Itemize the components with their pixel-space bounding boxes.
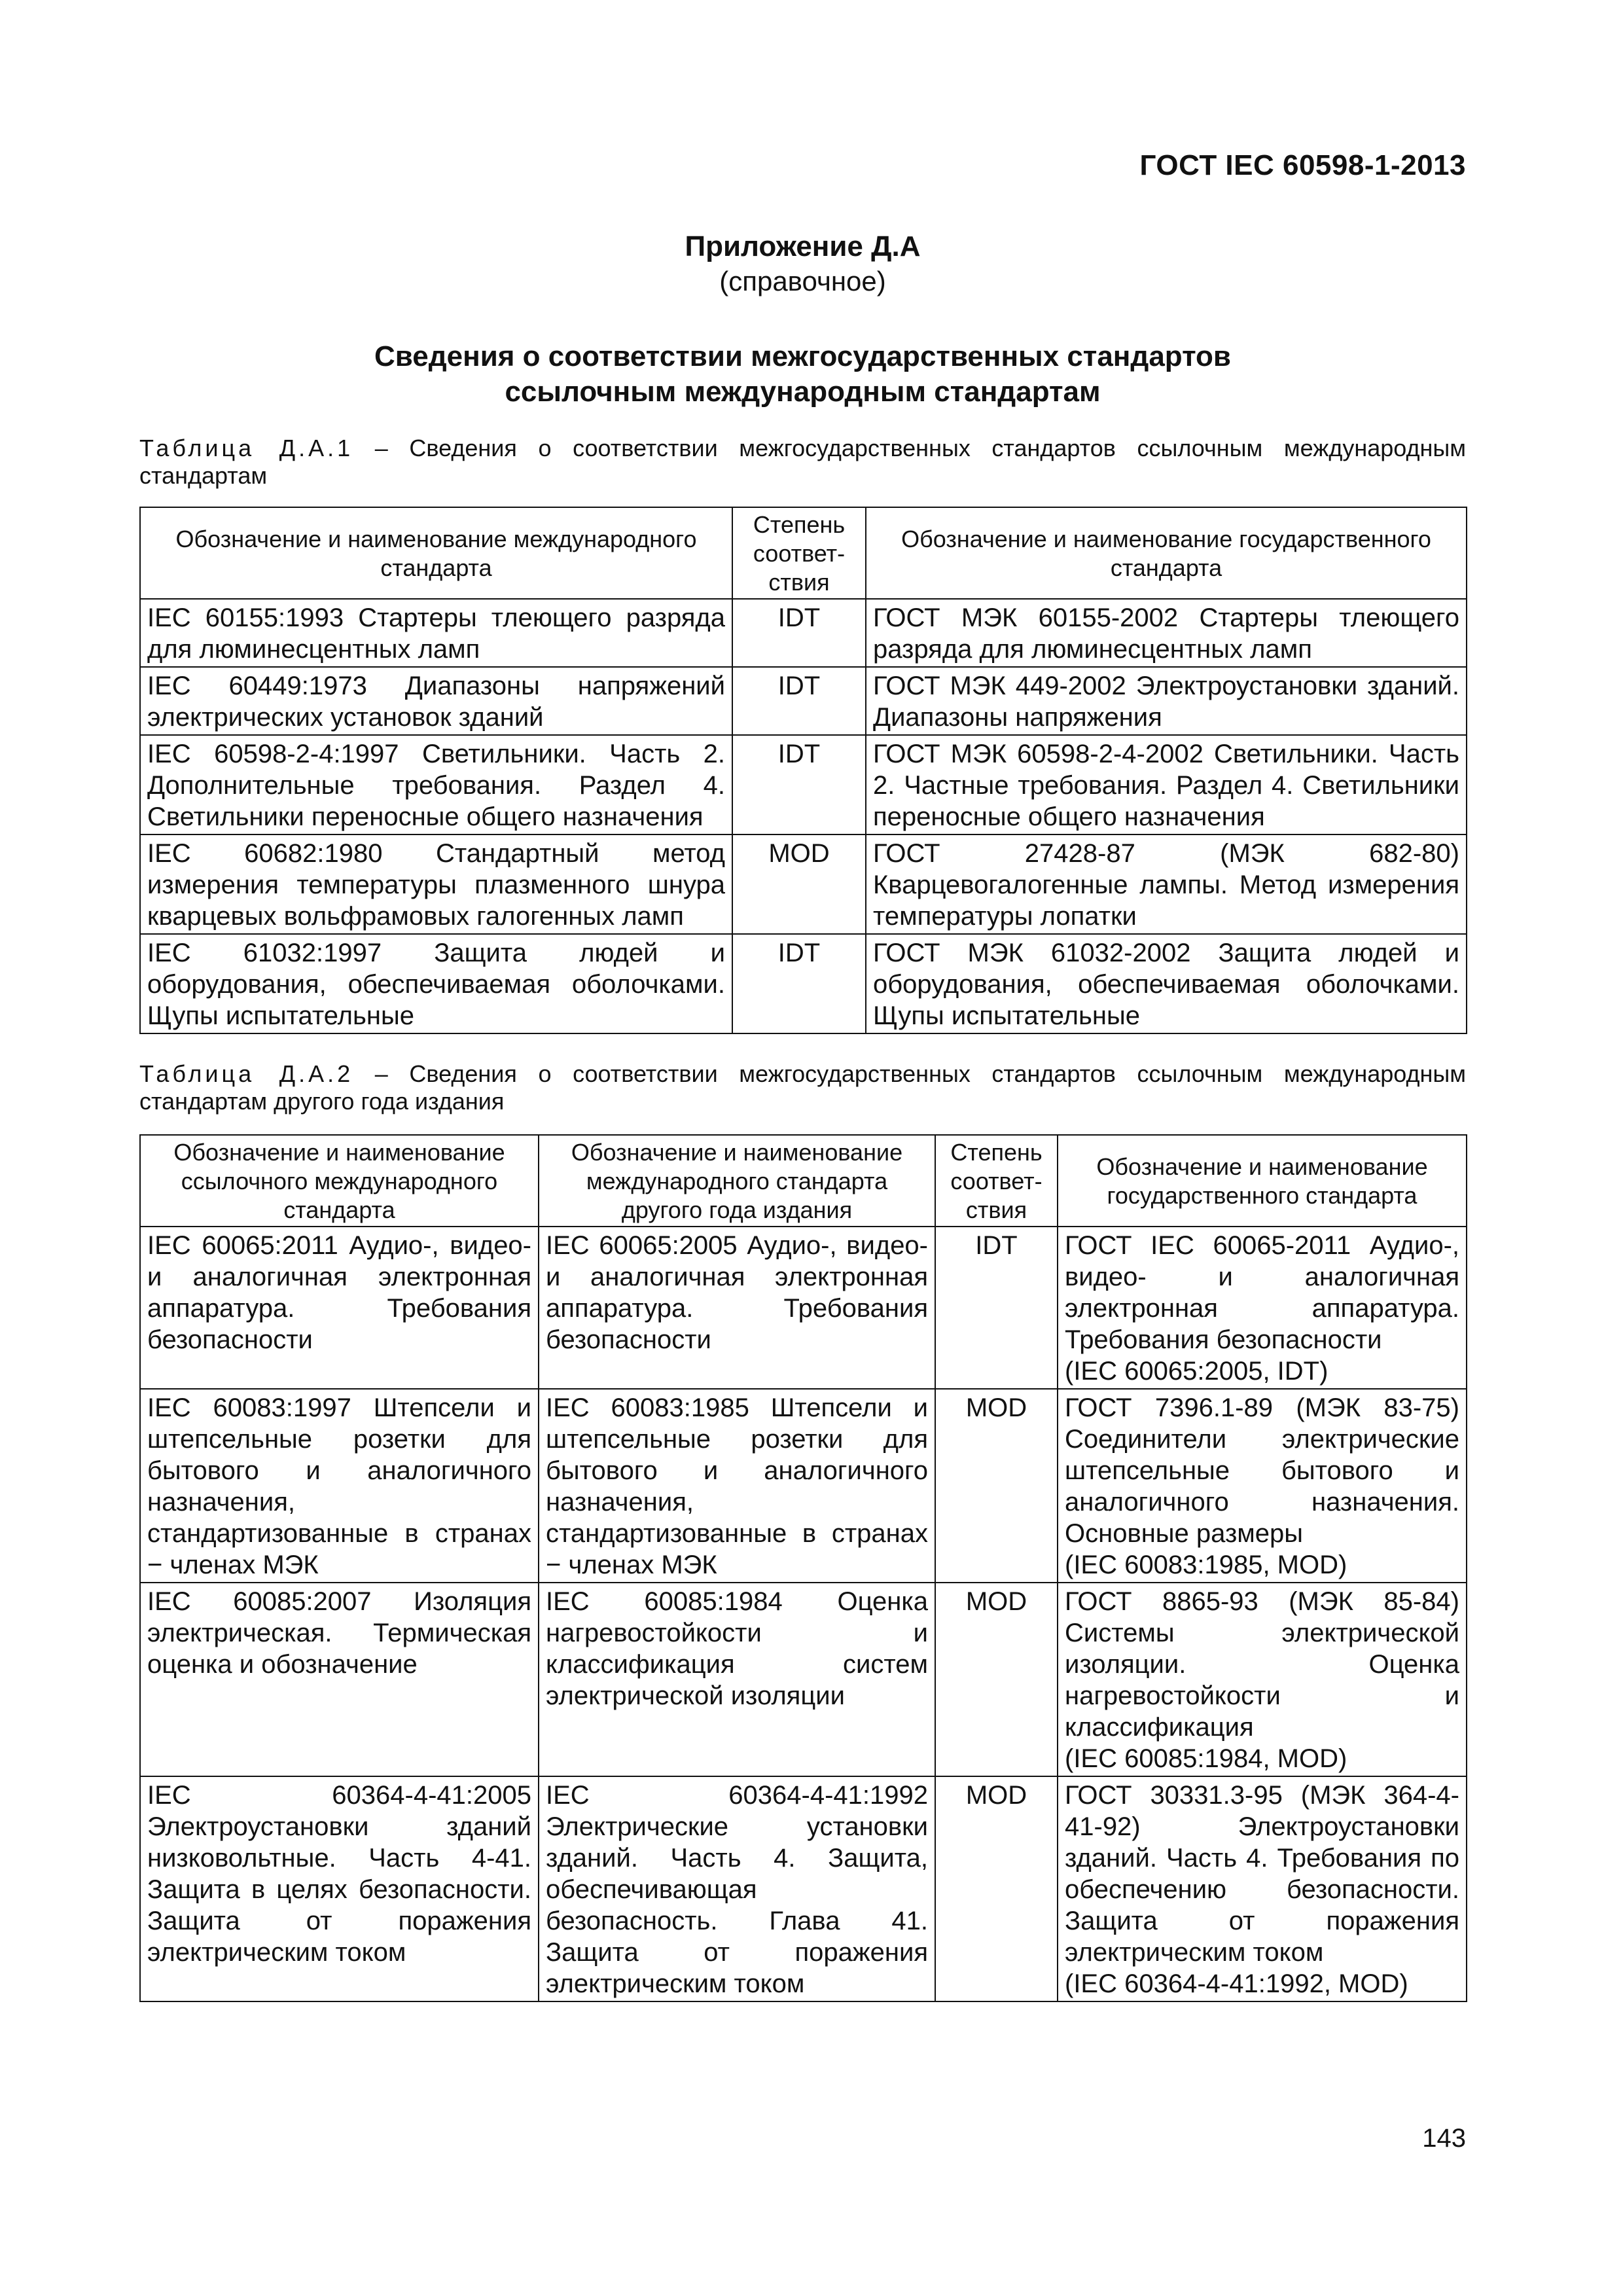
section-title-line-2: ссылочным международным стандартам: [505, 376, 1101, 408]
table-1-header-intl-standard: Обозначение и наименование международного стандарта: [140, 507, 732, 599]
state-standard-text: ГОСТ 7396.1-89 (МЭК 83-75) Соединители электрические штепсельные бытового и аналогичного назначения. Основные размеры: [1065, 1393, 1459, 1548]
table-2-caption-text: – Сведения о соответствии межгосударственных стандартов ссылочным международным стандартам другого года издания: [139, 1060, 1466, 1115]
table-1: [139, 507, 1467, 1034]
table-2-header-ref-standard: Обозначение и наименование ссылочного международного стандарта: [140, 1135, 539, 1227]
section-title-line-1: Сведения о соответствии межгосударственных стандартов: [374, 340, 1231, 372]
other-year-standard-cell: IEC 60085:1984 Оценка нагревостойкости и классификация систем электрической изоляции: [539, 1583, 935, 1776]
document-id: ГОСТ IEC 60598-1-2013: [1139, 149, 1466, 181]
state-standard-cell: ГОСТ МЭК 60598-2-4-2002 Светильники. Часть 2. Частные требования. Раздел 4. Светильники переносные общего назначения: [866, 735, 1467, 834]
state-standard-cell: ГОСТ МЭК 449-2002 Электроустановки зданий. Диапазоны напряжения: [866, 667, 1467, 735]
appendix-heading: [139, 229, 1466, 298]
ref-standard-cell: IEC 60364-4-41:2005 Электроустановки зданий низковольтные. Часть 4-41. Защита в целях безопасности. Защита от поражения электрическим током: [140, 1776, 539, 2001]
intl-standard-cell: IEC 61032:1997 Защита людей и оборудования, обеспечиваемая оболочками. Щупы испытательные: [140, 934, 732, 1033]
state-standard-cell: ГОСТ 27428-87 (МЭК 682-80) Кварцевогалогенные лампы. Метод измерения температуры лопатки: [866, 834, 1467, 934]
degree-cell: IDT: [732, 934, 866, 1033]
table-2-header-row: [140, 1135, 1467, 1227]
degree-cell: MOD: [935, 1583, 1058, 1776]
table-2-caption-label: Таблица Д.А.2: [139, 1060, 354, 1087]
other-year-standard-cell: IEC 60364-4-41:1992 Электрические установки зданий. Часть 4. Защита, обеспечивающая безопасность. Глава 41. Защита от поражения электрическим током: [539, 1776, 935, 2001]
degree-cell: IDT: [732, 735, 866, 834]
intl-standard-cell: IEC 60598-2-4:1997 Светильники. Часть 2. Дополнительные требования. Раздел 4. Светильники переносные общего назначения: [140, 735, 732, 834]
ref-standard-cell: IEC 60083:1997 Штепсели и штепсельные розетки для бытового и аналогичного назначения, стандартизованные в странах − членах МЭК: [140, 1389, 539, 1583]
table-1-caption-label: Таблица Д.А.1: [139, 435, 354, 461]
table-1-header-row: [140, 507, 1467, 599]
intl-standard-cell: IEC 60155:1993 Стартеры тлеющего разряда для люминесцентных ламп: [140, 599, 732, 667]
table-1-header-degree: Степень соответ-ствия: [732, 507, 866, 599]
degree-cell: IDT: [732, 599, 866, 667]
state-standard-cell: [1058, 1776, 1467, 2001]
ref-standard-cell: IEC 60085:2007 Изоляция электрическая. Термическая оценка и обозначение: [140, 1583, 539, 1776]
table-row: [140, 1389, 1467, 1583]
table-row: [140, 1776, 1467, 2001]
state-standard-text: ГОСТ 8865-93 (МЭК 85-84) Системы электрической изоляции. Оценка нагревостойкости и классификация: [1065, 1587, 1459, 1742]
table-1-caption-text: – Сведения о соответствии межгосударственных стандартов ссылочным международным стандартам: [139, 435, 1466, 489]
table-row: [140, 1583, 1467, 1776]
state-standard-ref: (IEC 60083:1985, MOD): [1065, 1551, 1347, 1579]
section-title: [139, 339, 1466, 410]
page-number: 143: [1422, 2124, 1466, 2153]
table-row: [140, 934, 1467, 1033]
state-standard-ref: (IEC 60364-4-41:1992, MOD): [1065, 1969, 1408, 1998]
table-row: [140, 735, 1467, 834]
degree-cell: MOD: [935, 1389, 1058, 1583]
table-2-header-other-year-standard: Обозначение и наименование международного стандарта другого года издания: [539, 1135, 935, 1227]
appendix-subtitle: (справочное): [719, 266, 886, 296]
state-standard-text: ГОСТ 30331.3-95 (МЭК 364-4-41-92) Электроустановки зданий. Часть 4. Требования по обеспечению безопасности. Защита от поражения электрическим током: [1065, 1781, 1459, 1967]
state-standard-ref: (IEC 60085:1984, MOD): [1065, 1744, 1347, 1773]
ref-standard-cell: IEC 60065:2011 Аудио-, видео- и аналогичная электронная аппаратура. Требования безопасности: [140, 1227, 539, 1389]
state-standard-cell: [1058, 1583, 1467, 1776]
table-row: [140, 834, 1467, 934]
degree-cell: MOD: [732, 834, 866, 934]
table-2-caption: [139, 1060, 1466, 1115]
table-2-header-state-standard: Обозначение и наименование государственного стандарта: [1058, 1135, 1467, 1227]
state-standard-cell: ГОСТ МЭК 60155-2002 Стартеры тлеющего разряда для люминесцентных ламп: [866, 599, 1467, 667]
state-standard-cell: [1058, 1227, 1467, 1389]
table-row: [140, 599, 1467, 667]
state-standard-ref: (IEC 60065:2005, IDT): [1065, 1357, 1329, 1386]
intl-standard-cell: IEC 60682:1980 Стандартный метод измерения температуры плазменного шнура кварцевых вольфрамовых галогенных ламп: [140, 834, 732, 934]
table-row: [140, 667, 1467, 735]
table-row: [140, 1227, 1467, 1389]
intl-standard-cell: IEC 60449:1973 Диапазоны напряжений электрических установок зданий: [140, 667, 732, 735]
appendix-title: Приложение Д.А: [685, 230, 921, 262]
document-page: [139, 0, 1466, 2296]
other-year-standard-cell: IEC 60065:2005 Аудио-, видео- и аналогичная электронная аппаратура. Требования безопасности: [539, 1227, 935, 1389]
state-standard-cell: ГОСТ МЭК 61032-2002 Защита людей и оборудования, обеспечиваемая оболочками. Щупы испытательные: [866, 934, 1467, 1033]
state-standard-cell: [1058, 1389, 1467, 1583]
degree-cell: IDT: [732, 667, 866, 735]
degree-cell: IDT: [935, 1227, 1058, 1389]
state-standard-text: ГОСТ IEC 60065-2011 Аудио-, видео- и аналогичная электронная аппаратура. Требования безопасности: [1065, 1231, 1459, 1354]
table-1-header-state-standard: Обозначение и наименование государственного стандарта: [866, 507, 1467, 599]
table-1-caption: [139, 435, 1466, 490]
table-2: [139, 1134, 1467, 2002]
table-2-header-degree: Степень соответ-ствия: [935, 1135, 1058, 1227]
degree-cell: MOD: [935, 1776, 1058, 2001]
other-year-standard-cell: IEC 60083:1985 Штепсели и штепсельные розетки для бытового и аналогичного назначения, стандартизованные в странах − членах МЭК: [539, 1389, 935, 1583]
